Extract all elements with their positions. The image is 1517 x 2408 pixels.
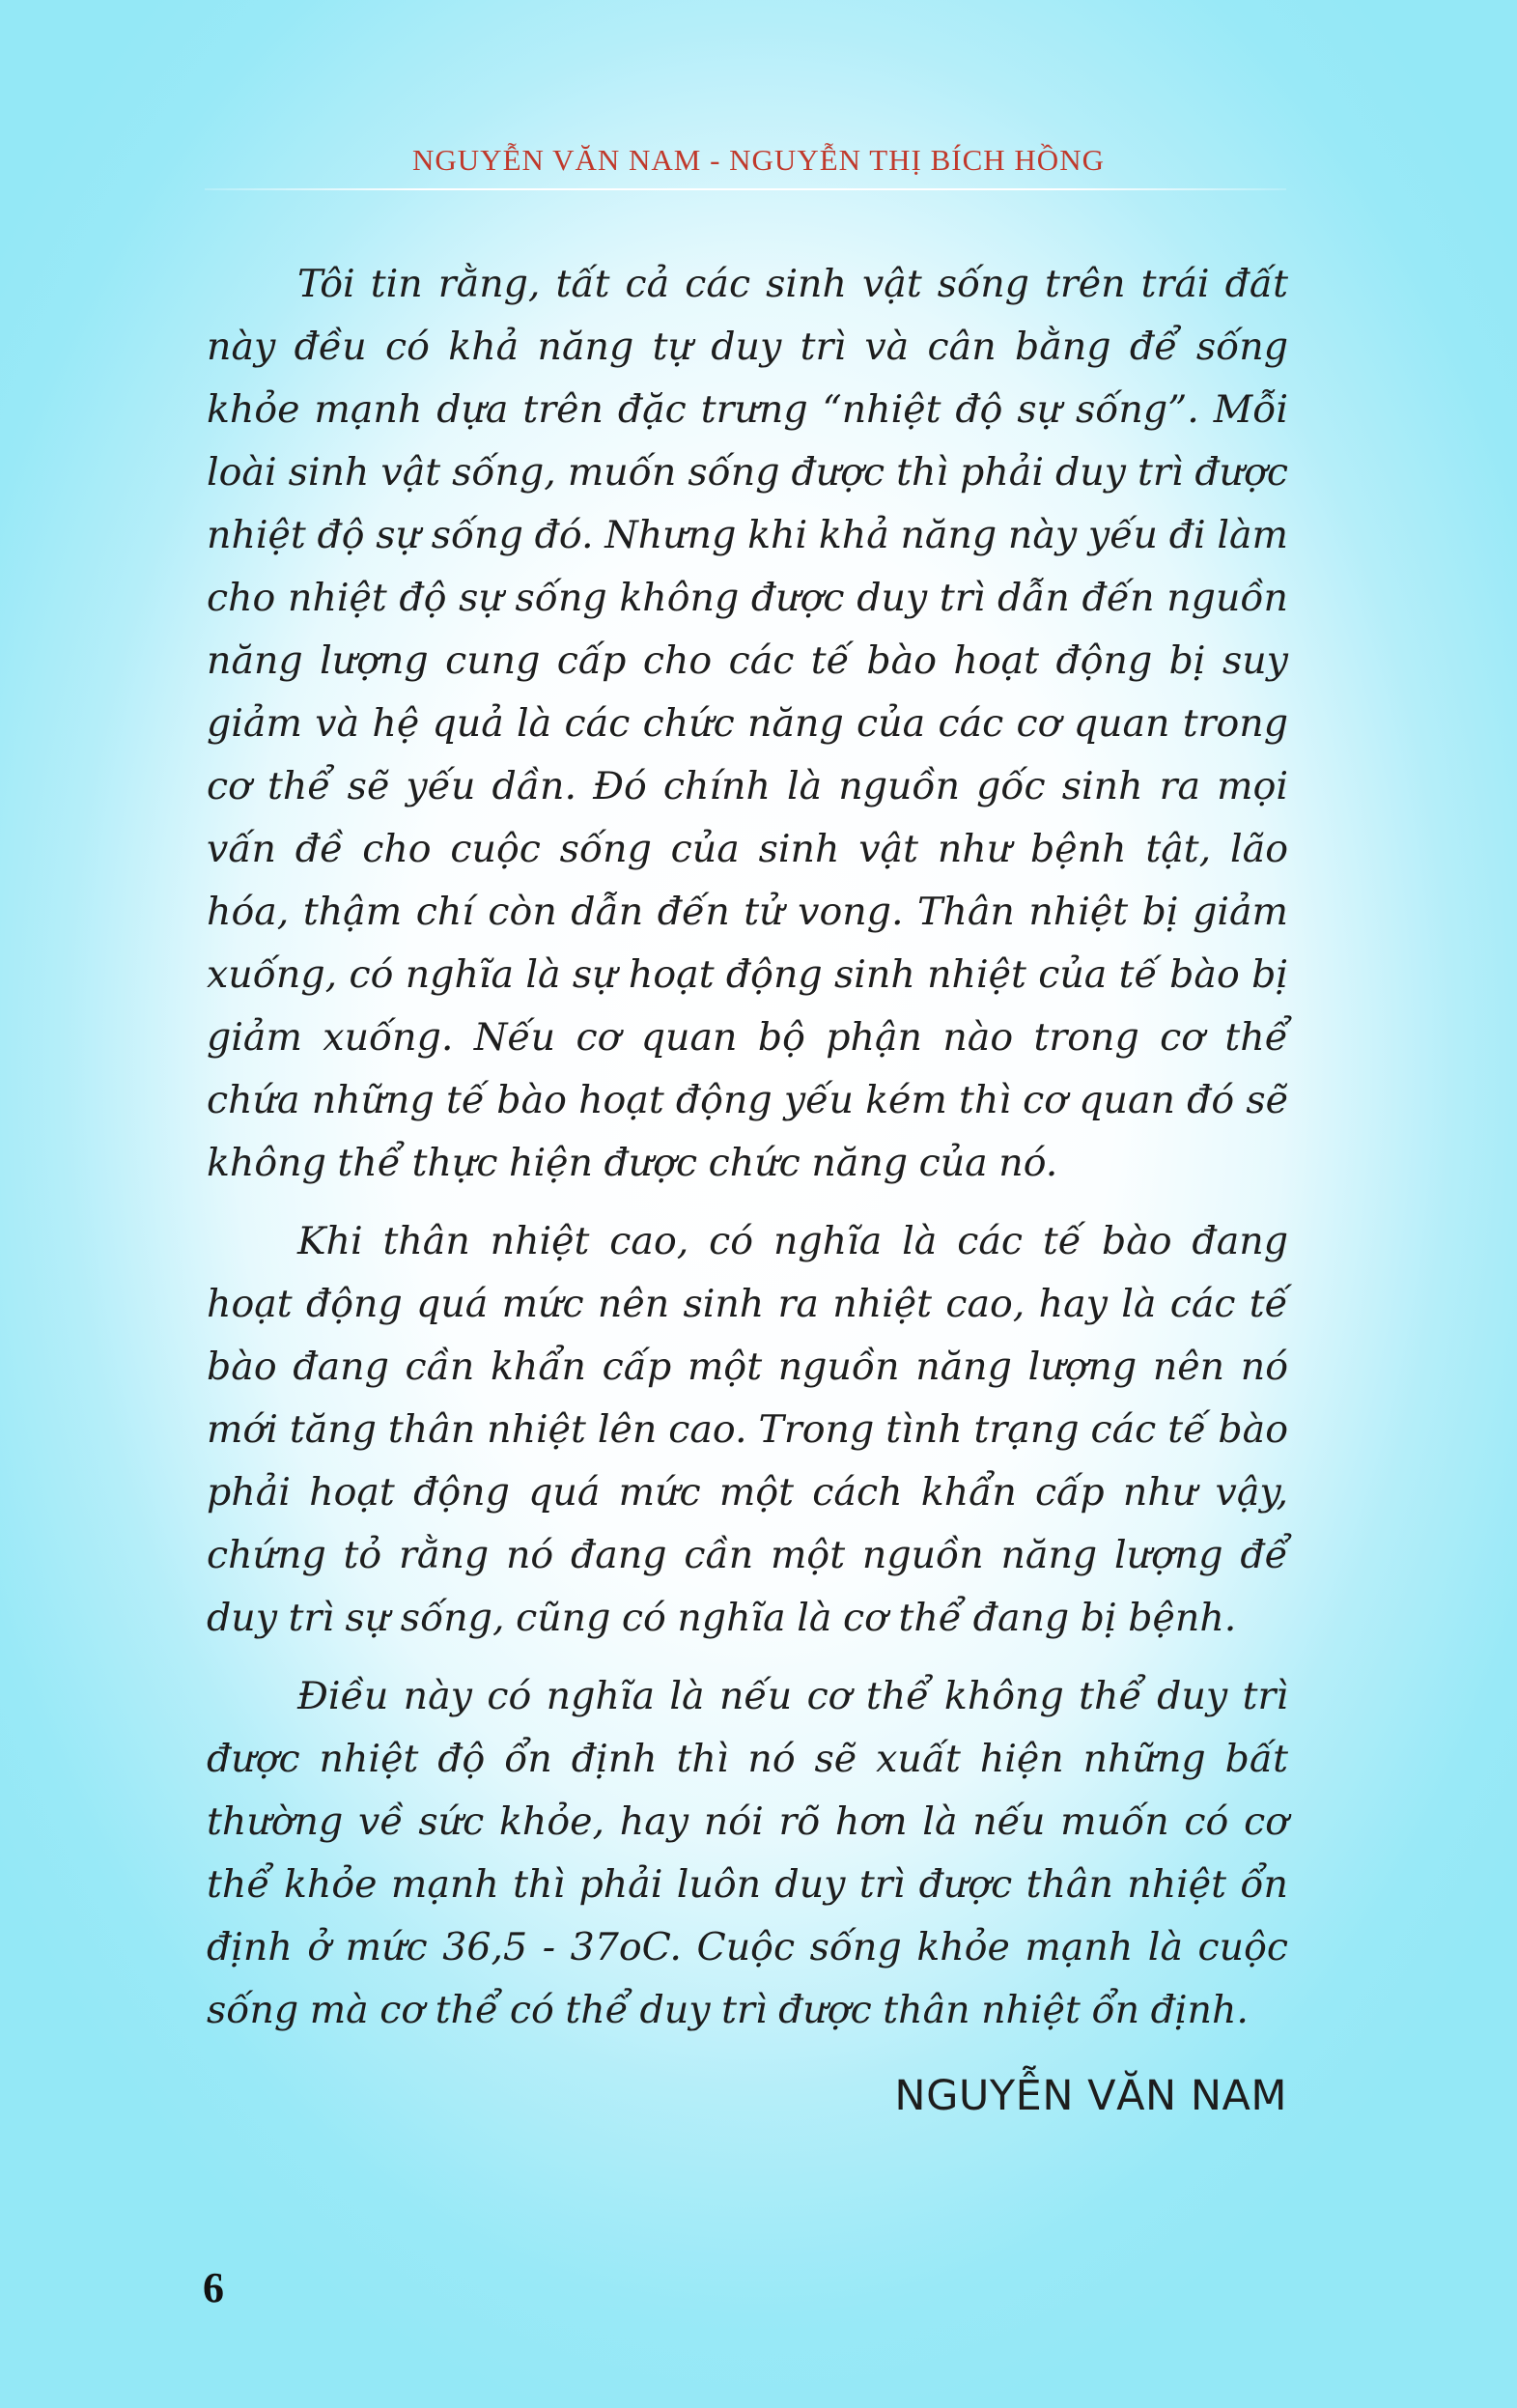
running-header: NGUYỄN VĂN NAM - NGUYỄN THỊ BÍCH HỒNG xyxy=(412,143,1105,177)
body-text xyxy=(207,253,1288,2057)
header-divider xyxy=(205,188,1286,190)
page-number: 6 xyxy=(203,2264,224,2311)
paragraph-1: Tôi tin rằng, tất cả các sinh vật sống trên trái đất này đều có khả năng tự duy trì và cân bằng để sống khỏe mạnh dựa trên đặc trưng “nhiệt độ sự sống”. Mỗi loài sinh vật sống, muốn sống được thì phải duy trì được nhiệt độ sự sống đó. Nhưng khi khả năng này yếu đi làm cho nhiệt độ sự sống không được duy trì dẫn đến nguồn năng lượng cung cấp cho các tế bào hoạt động bị suy giảm và hệ quả là các chức năng của các cơ quan trong cơ thể sẽ yếu dần. Đó chính là nguồn gốc sinh ra mọi vấn đề cho cuộc sống của sinh vật như bệnh tật, lão hóa, thậm chí còn dẫn đến tử vong. Thân nhiệt bị giảm xuống, có nghĩa là sự hoạt động sinh nhiệt của tế bào bị giảm xuống. Nếu cơ quan bộ phận nào trong cơ thể chứa những tế bào hoạt động yếu kém thì cơ quan đó sẽ không thể thực hiện được chức năng của nó. xyxy=(207,262,1288,1185)
paragraph-3: Điều này có nghĩa là nếu cơ thể không thể duy trì được nhiệt độ ổn định thì nó sẽ xuất hiện những bất thường về sức khỏe, hay nói rõ hơn là nếu muốn có cơ thể khỏe mạnh thì phải luôn duy trì được thân nhiệt ổn định ở mức 36,5 - 37oC. Cuộc sống khỏe mạnh là cuộc sống mà cơ thể có thể duy trì được thân nhiệt ổn định. xyxy=(207,1674,1288,2032)
author-signature: NGUYỄN VĂN NAM xyxy=(894,2072,1287,2120)
paragraph-2: Khi thân nhiệt cao, có nghĩa là các tế bào đang hoạt động quá mức nên sinh ra nhiệt cao, hay là các tế bào đang cần khẩn cấp một nguồn năng lượng nên nó mới tăng thân nhiệt lên cao. Trong tình trạng các tế bào phải hoạt động quá mức một cách khẩn cấp như vậy, chứng tỏ rằng nó đang cần một nguồn năng lượng để duy trì sự sống, cũng có nghĩa là cơ thể đang bị bệnh. xyxy=(207,1219,1288,1640)
